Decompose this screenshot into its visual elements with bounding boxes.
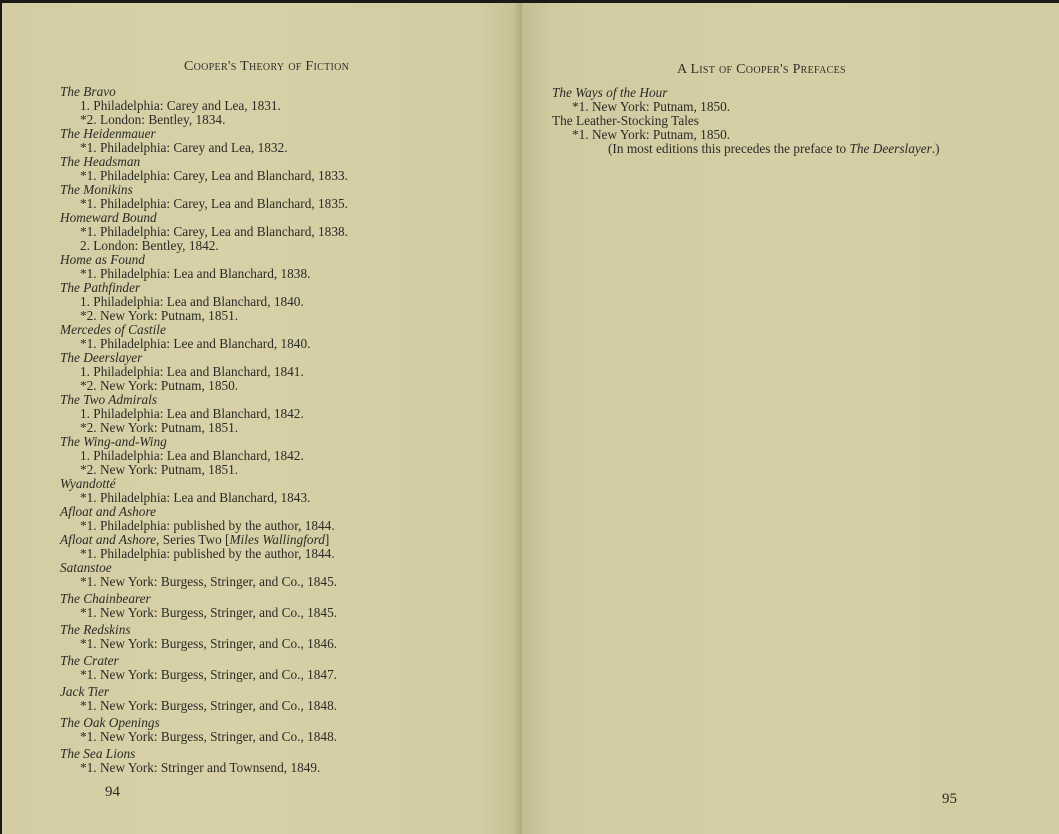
running-head: A List of Cooper's Prefaces: [677, 62, 846, 77]
work-title: [60, 351, 500, 365]
edition-entry: *1. Philadelphia: Carey, Lea and Blanchard, 1835.: [80, 196, 348, 211]
edition-entry: *2. London: Bentley, 1834.: [80, 112, 226, 127]
work-title: [60, 281, 500, 295]
work-title-text: Mercedes of Castile: [60, 322, 166, 337]
note-title: The Deerslayer: [849, 141, 932, 156]
page-number: 94: [105, 784, 120, 800]
work-title-text: The Bravo: [60, 84, 116, 99]
edition-entry: *1. New York: Burgess, Stringer, and Co., 1847.: [80, 667, 338, 682]
work-title-text: The Oak Openings: [60, 715, 160, 730]
edition-entry: *1. Philadelphia: Lea and Blanchard, 1843.: [80, 490, 311, 505]
work-title: [60, 533, 500, 547]
work-title-text: The Redskins: [60, 622, 131, 637]
edition-entry: *1. New York: Burgess, Stringer, and Co., 1848.: [80, 729, 338, 744]
work-title-text: The Leather-Stocking Tales: [552, 113, 699, 128]
work-title-text: The Monikins: [60, 182, 133, 197]
work-title-text: Home as Found: [60, 252, 145, 267]
edition-entry: *2. New York: Putnam, 1851.: [80, 308, 239, 323]
edition-entry: *2. New York: Putnam, 1850.: [80, 378, 239, 393]
work-title: [60, 435, 500, 449]
work-title-text: Jack Tier: [60, 684, 110, 699]
work-title-text: Wyandotté: [60, 476, 116, 491]
edition-entry: 1. Philadelphia: Lea and Blanchard, 1842.: [80, 406, 304, 421]
left-page: [2, 3, 522, 834]
edition-entry: *2. New York: Putnam, 1851.: [80, 462, 239, 477]
note-text: .): [931, 141, 940, 156]
edition-entry: *1. New York: Putnam, 1850.: [572, 127, 731, 142]
work-title-text: Afloat and Ashore: [60, 532, 157, 547]
work-title-text: The Heidenmauer: [60, 126, 156, 141]
edition-entry: *1. New York: Stringer and Townsend, 1849.: [80, 760, 321, 775]
work-title-text: The Wing-and-Wing: [60, 434, 167, 449]
work-title: [60, 183, 500, 197]
work-title-text: The Crater: [60, 653, 119, 668]
work-title-text: The Sea Lions: [60, 746, 136, 761]
right-page: [522, 3, 1059, 834]
work-title: [60, 654, 500, 668]
work-title: [60, 505, 500, 519]
edition-entry: *1. New York: Burgess, Stringer, and Co., 1845.: [80, 605, 338, 620]
work-title-text: The Deerslayer: [60, 350, 143, 365]
bibliography-list: [552, 86, 1032, 156]
edition-entry: *1. Philadelphia: Lee and Blanchard, 1840.: [80, 336, 311, 351]
edition-entry: *1. Philadelphia: Carey, Lea and Blanchard, 1838.: [80, 224, 348, 239]
work-title: [60, 253, 500, 267]
edition-entry: *1. New York: Putnam, 1850.: [572, 99, 731, 114]
edition-entry: *1. New York: Burgess, Stringer, and Co., 1846.: [80, 636, 338, 651]
work-title: [60, 155, 500, 169]
edition-entry: 1. Philadelphia: Carey and Lea, 1831.: [80, 98, 281, 113]
work-title: [60, 685, 500, 699]
work-title-text: Homeward Bound: [60, 210, 157, 225]
bibliography-list: [60, 85, 500, 778]
edition-entry: 1. Philadelphia: Lea and Blanchard, 1842.: [80, 448, 304, 463]
work-subtitle: Miles Wallingford: [229, 532, 325, 547]
work-title-text: The Chainbearer: [60, 591, 151, 606]
work-title-text: The Ways of the Hour: [552, 85, 668, 100]
edition-entry: 2. London: Bentley, 1842.: [80, 238, 219, 253]
work-title: [60, 477, 500, 491]
work-title-text: The Headsman: [60, 154, 141, 169]
work-title: [60, 127, 500, 141]
work-title: [60, 747, 500, 761]
running-head: Cooper's Theory of Fiction: [184, 59, 350, 74]
work-title-text: Afloat and Ashore: [60, 504, 157, 519]
work-title: [60, 561, 500, 575]
work-title: [552, 114, 1032, 128]
work-title: [60, 85, 500, 99]
edition-entry: *1. Philadelphia: published by the author, 1844.: [80, 518, 335, 533]
edition-entry: 1. Philadelphia: Lea and Blanchard, 1841.: [80, 364, 304, 379]
work-title: [60, 623, 500, 637]
preface-note: [552, 142, 1032, 156]
edition-entry: *1. New York: Burgess, Stringer, and Co., 1848.: [80, 698, 338, 713]
work-title: [552, 86, 1032, 100]
edition-entry: *1. Philadelphia: Carey, Lea and Blanchard, 1833.: [80, 168, 348, 183]
work-title: [60, 323, 500, 337]
work-title: [60, 393, 500, 407]
edition-entry: *2. New York: Putnam, 1851.: [80, 420, 239, 435]
note-text: (In most editions this precedes the preface to: [608, 141, 850, 156]
edition-entry: *1. Philadelphia: Lea and Blanchard, 1838.: [80, 266, 311, 281]
work-title-text: The Two Admirals: [60, 392, 158, 407]
work-title: [60, 716, 500, 730]
work-title-close: ]: [324, 532, 330, 547]
work-title: [60, 211, 500, 225]
edition-entry: *1. New York: Burgess, Stringer, and Co., 1845.: [80, 574, 338, 589]
work-title: [60, 592, 500, 606]
edition-entry: *1. Philadelphia: published by the author, 1844.: [80, 546, 335, 561]
edition-entry: 1. Philadelphia: Lea and Blanchard, 1840.: [80, 294, 304, 309]
work-title-text: Satanstoe: [60, 560, 112, 575]
work-title-text: The Pathfinder: [60, 280, 141, 295]
page-number: 95: [942, 791, 957, 807]
work-title-suffix: , Series Two [: [156, 532, 230, 547]
edition-entry: *1. Philadelphia: Carey and Lea, 1832.: [80, 140, 288, 155]
